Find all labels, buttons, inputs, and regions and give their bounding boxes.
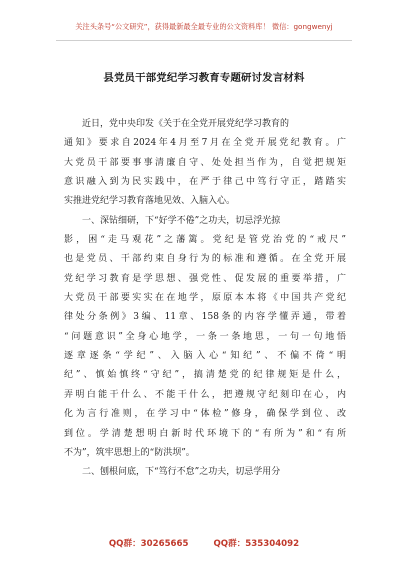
body-line: 纪”、慎始慎终“守纪”，搞清楚党的纪律规矩是什么， xyxy=(64,370,346,381)
body-line: 影，困“走马观花”之藩篱。党纪是管党治党的“戒尺” xyxy=(64,235,346,246)
body-line: 弄明白能干什么、不能干什么，把遵规守纪刻印在心，内 xyxy=(64,389,346,400)
body-line: 大党员干部要事事清廉自守、处处担当作为，自觉把规矩 xyxy=(64,157,346,168)
header-divider xyxy=(56,40,352,41)
document-body xyxy=(64,115,346,483)
body-line: 通知》要求自2024年4月至7月在全党开展党纪教育。广 xyxy=(64,138,346,149)
qq-group-2: QQ群：535304092 xyxy=(213,539,300,549)
body-line: 到位。学清楚想明白新时代环境下的“有所为”和“有所 xyxy=(64,428,346,439)
body-line: 大党员干部要实实在在地学，原原本本将《中国共产党纪 xyxy=(64,293,346,304)
body-line: 一、深钻细研，下“好学不倦”之功夫，切忌浮光掠 xyxy=(82,215,281,226)
body-line: 二、刨根问底，下“笃行不怠”之功夫，切忌学用分 xyxy=(82,467,281,478)
promo-banner: 关注头条号“公文研究”，获得最新最全最专业的公文资料库！ 微信：gongwenyj xyxy=(75,22,333,31)
body-line: 化为言行准则，在学习中“体检”修身，确保学到位、改 xyxy=(64,409,346,420)
body-line: 不为”，筑牢思想上的“防洪坝”。 xyxy=(64,447,195,458)
body-line: 意识融入到为民实践中，在严于律己中笃行守正，踏踏实 xyxy=(64,177,346,188)
document-title: 县党员干部党纪学习教育专题研讨发言材料 xyxy=(103,72,305,84)
qq-group-1: QQ群：30265665 xyxy=(108,539,189,549)
footer-contact xyxy=(0,537,408,549)
body-line: 律处分条例》3编、11章、158条的内容学懂弄通，带着 xyxy=(64,312,346,323)
body-line: 实推进党纪学习教育落地见效、入脑入心。 xyxy=(64,196,236,207)
body-line: “问题意识”全身心地学，一条一条地思，一句一句地悟 xyxy=(64,331,346,342)
body-line: 也是党员、干部约束自身行为的标准和遵循。在全党开展 xyxy=(64,254,346,265)
body-line: 逐章逐条“学纪”、入脑入心“知纪”、不偏不倚“明 xyxy=(64,351,346,362)
body-line: 近日，党中央印发《关于在全党开展党纪学习教育的 xyxy=(82,119,290,129)
body-line: 党纪学习教育是学思想、强党性、促发展的重要举措，广 xyxy=(64,273,346,284)
